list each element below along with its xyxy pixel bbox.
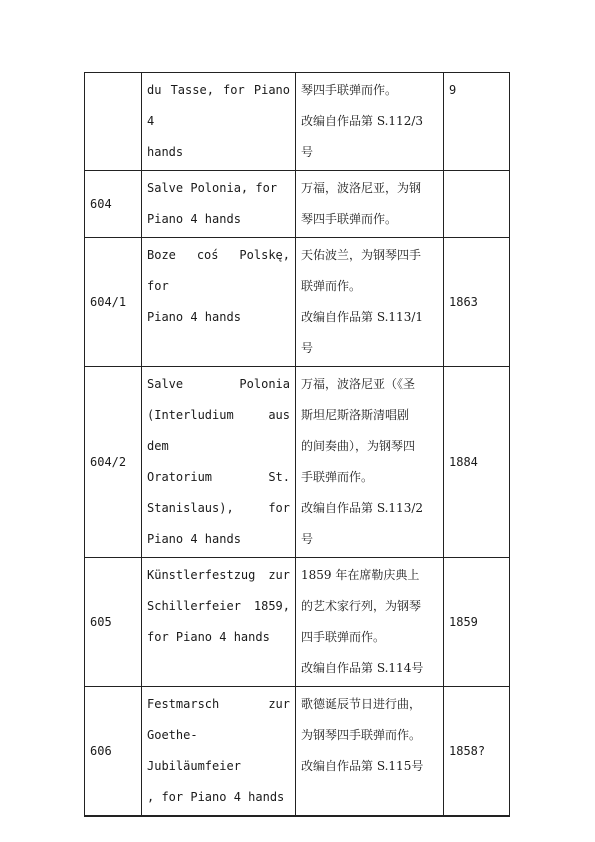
work-title-line: , for Piano 4 hands [147,790,285,804]
chinese-title-cell [296,687,444,817]
work-title-cell [142,687,296,817]
chinese-title-line: 的间奏曲），为钢琴四 [301,439,416,453]
chinese-title-line: 万福，波洛尼亚（《圣 [301,377,416,391]
table-body [85,73,510,817]
work-title-cell [142,73,296,171]
chinese-title-line: 琴四手联弹而作。 [301,83,398,97]
table-row [85,367,510,558]
work-title-line: Salve Polonia, for [147,181,278,195]
chinese-title-cell [296,73,444,171]
chinese-title-line: 改编自作品第 S.113/2 [301,501,424,515]
work-title-line: Schillerfeier 1859, [147,599,290,613]
table-row [85,171,510,238]
chinese-title-line: 号 [301,341,314,355]
work-title-line: Stanislaus), for [147,501,290,515]
chinese-title-cell [296,367,444,558]
chinese-title-line: 改编自作品第 S.112/3 [301,114,424,128]
chinese-title-cell [296,171,444,238]
table-row [85,558,510,687]
year-cell: 1859 [444,558,510,687]
chinese-title-line: 的艺术家行列，为钢琴 [301,599,422,613]
chinese-title-line: 改编自作品第 S.113/1 [301,310,424,324]
chinese-title-line: 改编自作品第 S.114号 [301,661,424,675]
year-cell: 1884 [444,367,510,558]
chinese-title-line: 为钢琴四手联弹而作。 [301,728,422,742]
works-catalogue-table [84,72,510,817]
work-title-line: du Tasse, for Piano 4 [147,83,290,128]
work-title-line: Piano 4 hands [147,310,241,324]
chinese-title-line: 联弹而作。 [301,279,362,293]
work-title-cell [142,558,296,687]
chinese-title-line: 手联弹而作。 [301,470,374,484]
work-title-line: for Piano 4 hands [147,630,270,644]
work-title-line: Piano 4 hands [147,212,241,226]
year-cell: 9 [444,73,510,171]
chinese-title-line: 歌德诞辰节日进行曲， [301,697,422,711]
table-row [85,73,510,171]
work-title-cell [142,171,296,238]
year-cell: 1858? [444,687,510,817]
chinese-title-line: 号 [301,145,314,159]
work-title-cell [142,367,296,558]
work-title-line: Piano 4 hands [147,532,241,546]
work-title-line: Oratorium St. [147,470,290,484]
work-title-cell [142,238,296,367]
work-title-line: hands [147,145,184,159]
catalogue-number-cell: 605 [85,558,142,687]
catalogue-number-cell: 604/1 [85,238,142,367]
year-cell: 1863 [444,238,510,367]
work-title-line: (Interludium aus dem [147,408,290,453]
chinese-title-line: 万福，波洛尼亚，为钢 [301,181,422,195]
catalogue-number-cell: 604 [85,171,142,238]
catalogue-number-cell: 604/2 [85,367,142,558]
chinese-title-line: 琴四手联弹而作。 [301,212,398,226]
work-title-line: Boze coś Polskę, for [147,248,290,293]
year-cell [444,171,510,238]
work-title-line: Festmarsch zur [147,697,290,711]
catalogue-number-cell [85,73,142,171]
chinese-title-line: 斯坦尼斯洛斯清唱剧 [301,408,410,422]
chinese-title-line: 号 [301,532,314,546]
work-title-line: Goethe-Jubiläumfeier [147,728,241,773]
chinese-title-line: 1859 年在席勒庆典上 [301,568,420,582]
table-row [85,238,510,367]
work-title-line: Salve Polonia [147,377,290,391]
chinese-title-cell [296,558,444,687]
chinese-title-line: 天佑波兰，为钢琴四手 [301,248,422,262]
chinese-title-line: 四手联弹而作。 [301,630,386,644]
catalogue-number-cell: 606 [85,687,142,817]
work-title-line: Künstlerfestzug zur [147,568,290,582]
table-row [85,687,510,817]
chinese-title-line: 改编自作品第 S.115号 [301,759,424,773]
chinese-title-cell [296,238,444,367]
